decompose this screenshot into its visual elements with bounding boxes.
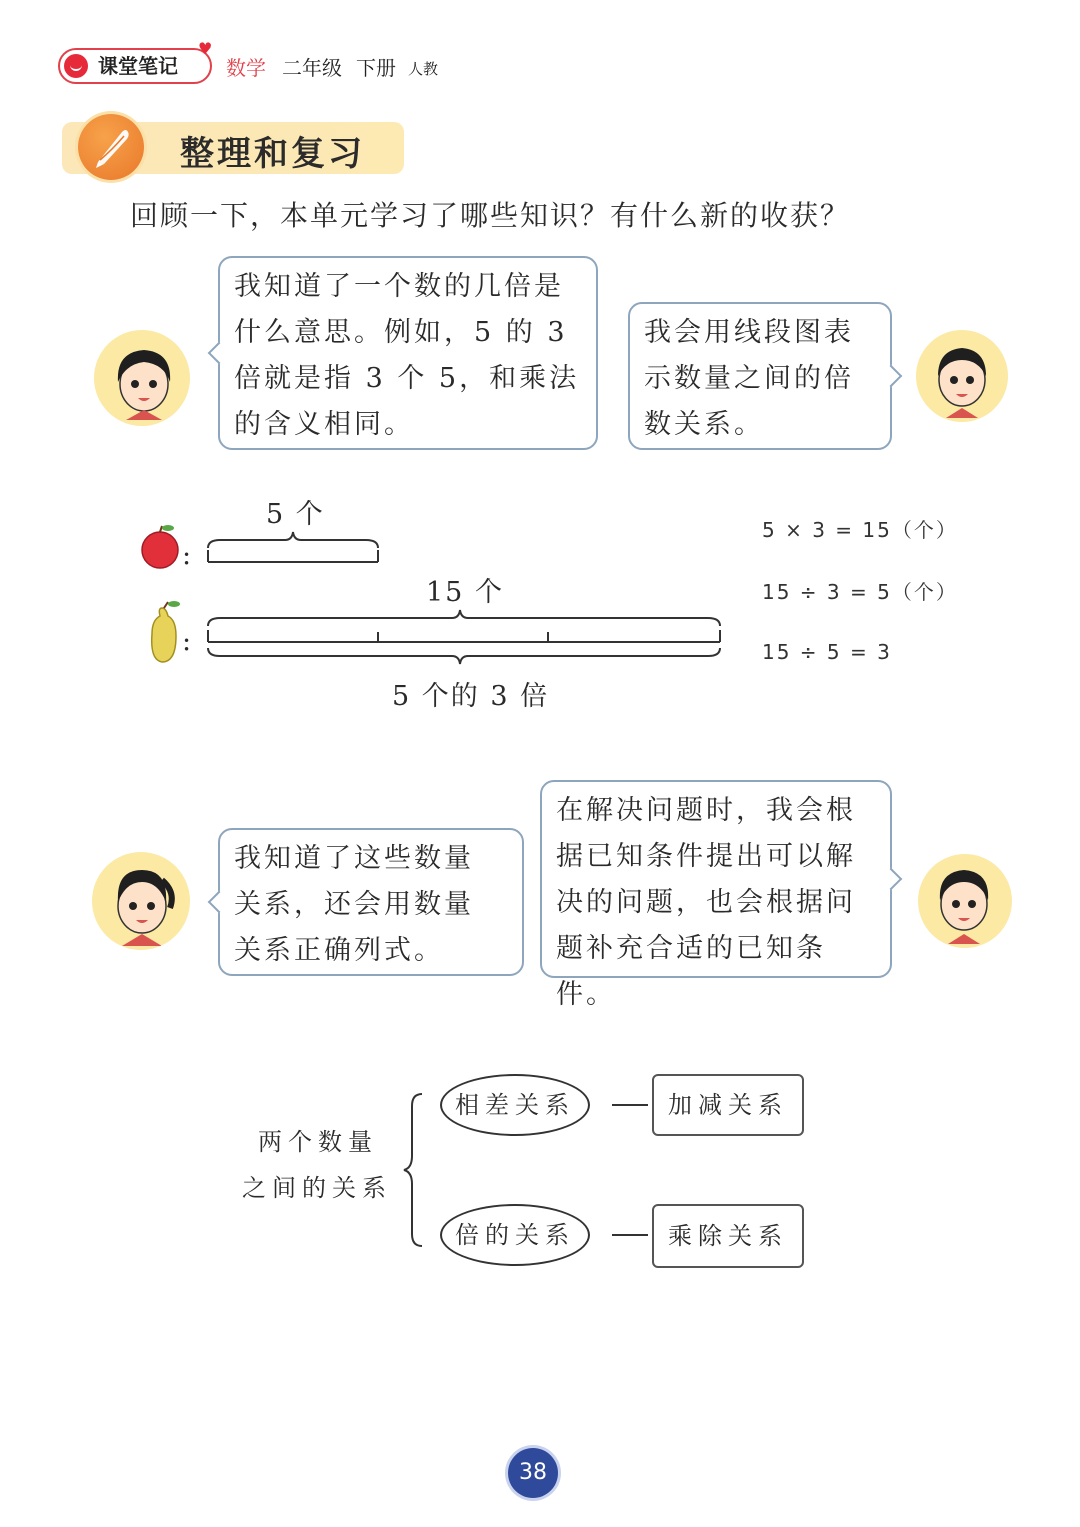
bubble-line: 倍就是指 3 个 5，和乘法 xyxy=(234,363,580,394)
intro-question: 回顾一下，本单元学习了哪些知识？有什么新的收获？ xyxy=(130,199,851,232)
bubble-line: 我知道了一个数的几倍是 xyxy=(234,271,564,302)
bubble-line: 关系正确列式。 xyxy=(234,935,444,966)
girl-avatar-2 xyxy=(92,852,190,950)
apple-colon: : xyxy=(182,540,194,571)
header-grade: 二年级 xyxy=(282,56,342,80)
bubble-line: 据已知条件提出可以解 xyxy=(556,841,856,872)
header-subject: 数学 xyxy=(226,56,266,80)
map-branch-difference: 相差关系 xyxy=(440,1074,590,1136)
bubble-line: 示数量之间的倍 xyxy=(644,363,854,394)
line-segment-diagram xyxy=(130,520,750,670)
boy-avatar xyxy=(916,330,1008,422)
bubble-line: 数关系。 xyxy=(644,409,764,440)
apple-segment xyxy=(208,532,378,562)
map-branch-multiple: 倍的关系 xyxy=(440,1204,590,1266)
equation-3: 15 ÷ 5 = 3 xyxy=(762,640,892,664)
pen-icon xyxy=(78,114,144,180)
bubble-line: 关系，还会用数量 xyxy=(234,889,474,920)
header-publisher: 人教 xyxy=(408,60,439,78)
bubble-line: 在解决问题时，我会根 xyxy=(556,795,856,826)
pear-segment xyxy=(208,610,720,664)
section-title: 整理和复习 xyxy=(180,134,365,174)
heart-icon: ♥ xyxy=(198,39,213,58)
bubble-line: 的含义相同。 xyxy=(234,409,414,440)
equation-1: 5 × 3 = 15（个） xyxy=(762,518,958,542)
map-brace xyxy=(400,1090,430,1250)
bubble-line: 决的问题，也会根据问 xyxy=(556,887,856,918)
girl-avatar xyxy=(94,330,190,426)
map-connector xyxy=(612,1234,648,1236)
pear-times-label: 5 个的 3 倍 xyxy=(392,681,550,712)
map-op-add-subtract: 加减关系 xyxy=(652,1074,804,1136)
brand-badge xyxy=(58,48,212,84)
bubble-line: 题补充合适的已知条件。 xyxy=(556,933,826,1010)
pear-colon: : xyxy=(182,626,194,657)
speech-bubble-boy-2 xyxy=(540,780,892,1010)
speech-bubble-girl-1 xyxy=(218,256,598,450)
pear-icon xyxy=(152,601,180,662)
apple-count-label: 5 个 xyxy=(266,499,325,530)
bubble-line: 我知道了这些数量 xyxy=(234,843,474,874)
speech-bubble-boy-1 xyxy=(628,302,892,450)
boy-avatar-2 xyxy=(918,854,1012,948)
bubble-line: 什么意思。例如，5 的 3 xyxy=(234,317,568,348)
map-root-line1: 两个数量 xyxy=(258,1128,378,1156)
page-number: 38 xyxy=(508,1448,558,1498)
smile-icon xyxy=(64,54,88,78)
header-volume: 下册 xyxy=(356,56,396,80)
brand-name: 课堂笔记 xyxy=(98,54,178,78)
map-op-multiply-divide: 乘除关系 xyxy=(652,1204,804,1268)
pear-count-label: 15 个 xyxy=(426,577,504,608)
bubble-line: 我会用线段图表 xyxy=(644,317,854,348)
map-root-line2: 之间的关系 xyxy=(242,1174,392,1202)
speech-bubble-girl-2 xyxy=(218,828,524,976)
map-connector xyxy=(612,1104,648,1106)
equation-2: 15 ÷ 3 = 5（个） xyxy=(762,580,958,604)
apple-icon xyxy=(142,525,178,568)
